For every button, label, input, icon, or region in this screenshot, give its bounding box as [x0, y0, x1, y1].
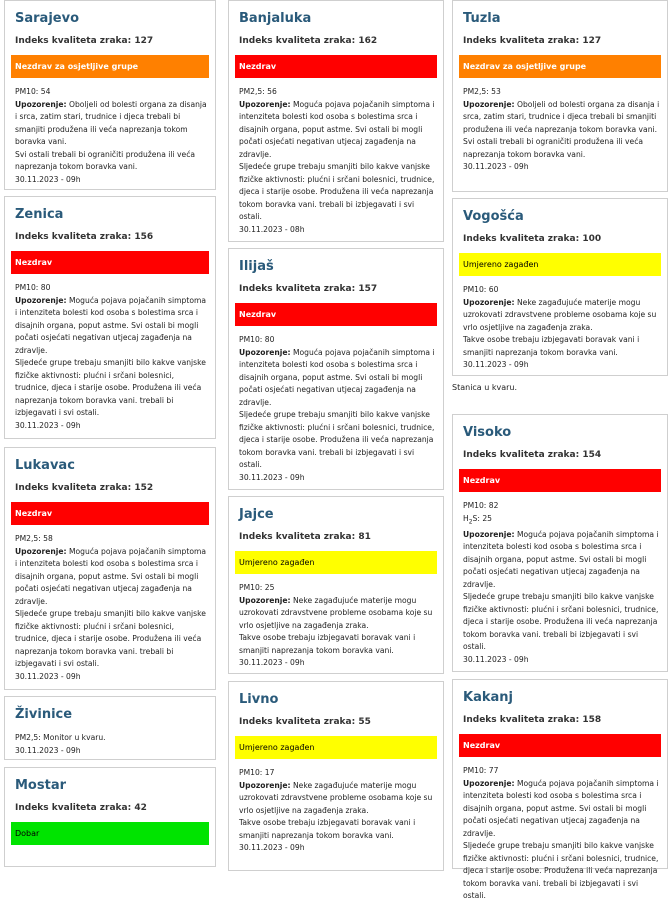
aqi-value: 152 — [134, 483, 154, 493]
timestamp: 30.11.2023 - 09h — [463, 360, 529, 369]
warning-text: Moguća pojava pojačanih simptoma i intenziteta bolesti kod osoba s bolestima srca i disajnih organa, poput astme. Svi ostali bi mogli počati osjećati negativan utjecaj zagađenja na zdravlje. — [239, 99, 435, 159]
advice-text: Svi ostali trebali bi ograničiti produžena ili veća naprezanja tokom boravka vani. — [15, 149, 196, 171]
aqi-value: 158 — [582, 715, 602, 725]
aqi-label: Indeks kvaliteta zraka: — [239, 532, 356, 542]
timestamp: 30.11.2023 - 09h — [15, 745, 81, 755]
aqi-value: 42 — [134, 803, 147, 813]
station-card-zivinice — [4, 696, 216, 760]
warning-text: Neke zagađujuće materije mogu uzrokovati zdravstvene probleme osobama koje su vrlo osjetljive na zagađenja zraka. — [463, 297, 657, 332]
warning-label: Upozorenje: — [239, 595, 291, 605]
advice-text: Takve osobe trebaju izbjegavati boravak vani i smanjiti naprezanja tokom boravka vani. — [239, 818, 416, 840]
pollutant-reading: PM2,5: 53 — [463, 87, 501, 96]
warning-label: Upozorenje: — [239, 99, 291, 109]
status-badge: Umjereno zagađen — [459, 253, 661, 276]
aqi-value: 157 — [358, 284, 378, 294]
timestamp: 30.11.2023 - 09h — [15, 174, 81, 184]
timestamp: 30.11.2023 - 09h — [463, 654, 529, 664]
status-badge: Umjereno zagađen — [235, 551, 437, 574]
warning-label: Upozorenje: — [15, 99, 67, 109]
warning-text: Oboljeli od bolesti organa za disanja i srca, zatim stari, trudnice i djeca trebali bi smanjiti produžena ili veća naprezanja tokom boravka vani. — [463, 99, 660, 134]
city-name: Vogošća — [463, 209, 524, 224]
warning-label: Upozorenje: — [463, 529, 515, 539]
pollutant-reading: PM2,5: 56 — [239, 87, 277, 96]
station-card-livno — [228, 681, 444, 871]
timestamp: 30.11.2023 - 09h — [15, 420, 81, 430]
warning-label: Upozorenje: — [463, 297, 515, 307]
city-name: Živinice — [15, 707, 73, 722]
timestamp: 30.11.2023 - 08h — [239, 224, 305, 234]
aqi-label: Indeks kvaliteta zraka: — [239, 284, 356, 294]
pollutant-reading: PM10: 82 — [463, 501, 499, 510]
city-name: Lukavac — [15, 458, 75, 473]
status-badge: Nezdrav — [235, 303, 437, 326]
pollutant-reading: PM10: 25 — [239, 583, 275, 592]
timestamp: 30.11.2023 - 09h — [15, 671, 81, 681]
aqi-value: 162 — [358, 36, 378, 46]
status-badge: Nezdrav — [459, 469, 661, 492]
station-card-vogosca — [452, 198, 668, 376]
warning-label: Upozorenje: — [463, 99, 515, 109]
warning-text: Moguća pojava pojačanih simptoma i intenziteta bolesti kod osoba s bolestima srca i disajnih organa, poput astme. Svi ostali bi mogli počati osjećati negativan utjecaj zagađenja na zdravlje. — [239, 347, 435, 407]
city-name: Zenica — [15, 207, 64, 222]
warning-text: Moguća pojava pojačanih simptoma i intenziteta bolesti kod osoba s bolestima srca i disajnih organa, poput astme. Svi ostali bi mogli počati osjećati negativan utjecaj zagađenja na zdravlje. — [463, 778, 659, 838]
advice-text: Sljedeće grupe trebaju smanjiti bilo kakve vanjske fizičke aktivnosti: plućni i srčani bolesnici, trudnice, djeca i starije osobe. Produžena ili veća naprezanja tokom boravka vani. trebali bi izbjegavati i svi ostali. — [463, 841, 659, 900]
station-card-sarajevo — [4, 0, 216, 190]
advice-text: Sljedeće grupe trebaju smanjiti bilo kakve vanjske fizičke aktivnosti: plućni i srčani bolesnici, trudnice, djeca i starije osobe. Produžena ili veća naprezanja tokom boravka vani. trebali bi izbjegavati i svi ostali. — [15, 609, 206, 668]
status-badge: Nezdrav — [11, 251, 209, 274]
city-name: Kakanj — [463, 690, 513, 705]
warning-text: Moguća pojava pojačanih simptoma i intenziteta bolesti kod osoba s bolestima srca i disajnih organa, poput astme. Svi ostali bi mogli počati osjećati negativan utjecaj zagađenja na zdravlje. — [463, 529, 659, 589]
timestamp: 30.11.2023 - 09h — [239, 472, 305, 482]
warning-label: Upozorenje: — [15, 546, 67, 556]
city-name: Livno — [239, 692, 279, 707]
advice-text: Takve osobe trebaju izbjegavati boravak vani i smanjiti naprezanja tokom boravka vani. — [239, 633, 416, 655]
warning-text: Moguća pojava pojačanih simptoma i intenziteta bolesti kod osoba s bolestima srca i disajnih organa, poput astme. Svi ostali bi mogli počati osjećati negativan utjecaj zagađenja na zdravlje. — [15, 295, 207, 355]
aqi-value: 81 — [358, 532, 371, 542]
pollutant-reading: PM10: 54 — [15, 87, 51, 96]
city-name: Mostar — [15, 778, 67, 793]
advice-text: Sljedeće grupe trebaju smanjiti bilo kakve vanjske fizičke aktivnosti: plućni i srčani bolesnici, trudnice, djeca i starije osobe. Produžena ili veća naprezanja tokom boravka vani. trebali bi izbjegavati i svi ostali. — [15, 358, 206, 417]
pollutant-reading: PM10: 60 — [463, 285, 499, 294]
station-card-ilijas — [228, 248, 444, 490]
warning-text: Neke zagađujuće materije mogu uzrokovati zdravstvene probleme osobama koje su vrlo osjetljive na zagađenja zraka. — [239, 780, 433, 815]
city-name: Sarajevo — [15, 11, 79, 26]
warning-text: Oboljeli od bolesti organa za disanja i srca, zatim stari, trudnice i djeca trebali bi smanjiti produžena ili veća naprezanja tokom boravka vani. — [15, 99, 207, 146]
aqi-label: Indeks kvaliteta zraka: — [239, 717, 356, 727]
status-badge: Umjereno zagađen — [235, 736, 437, 759]
aqi-label: Indeks kvaliteta zraka: — [15, 483, 132, 493]
advice-text: Sljedeće grupe trebaju smanjiti bilo kakve vanjske fizičke aktivnosti: plućni i srčani bolesnici, trudnice, djeca i starije osobe. Produžena ili veća naprezanja tokom boravka vani. trebali bi izbjegavati i svi ostali. — [239, 410, 435, 469]
status-badge: Nezdrav — [235, 55, 437, 78]
aqi-label: Indeks kvaliteta zraka: — [15, 36, 132, 46]
warning-label: Upozorenje: — [239, 347, 291, 357]
status-badge: Nezdrav za osjetljive grupe — [459, 55, 661, 78]
city-name: Jajce — [239, 507, 274, 522]
status-badge: Nezdrav — [11, 502, 209, 525]
advice-text: Sljedeće grupe trebaju smanjiti bilo kakve vanjske fizičke aktivnosti: plućni i srčani bolesnici, trudnice, djeca i starije osobe. Produžena ili veća naprezanja tokom boravka vani. trebali bi izbjegavati i svi ostali. — [239, 162, 435, 221]
city-name: Visoko — [463, 425, 512, 440]
pollutant-reading: PM10: 77 — [463, 766, 499, 775]
aqi-label: Indeks kvaliteta zraka: — [463, 234, 580, 244]
aqi-value: 55 — [358, 717, 371, 727]
pollutant-reading: PM2,5: Monitor u kvaru. — [15, 733, 106, 742]
city-name: Tuzla — [463, 11, 501, 26]
aqi-label: Indeks kvaliteta zraka: — [15, 232, 132, 242]
station-broken-note: Stanica u kvaru. — [452, 383, 518, 392]
station-card-zenica — [4, 196, 216, 439]
status-badge: Dobar — [11, 822, 209, 845]
pollutant-reading-h2s: $H_2S$: 25 — [463, 513, 493, 526]
station-card-tuzla — [452, 0, 668, 192]
warning-label: Upozorenje: — [15, 295, 67, 305]
status-badge: Nezdrav — [459, 734, 661, 757]
aqi-label: Indeks kvaliteta zraka: — [15, 803, 132, 813]
station-card-kakanj — [452, 679, 668, 900]
station-card-jajce — [228, 496, 444, 674]
station-card-mostar — [4, 767, 216, 867]
station-card-visoko — [452, 414, 668, 672]
status-badge: Nezdrav za osjetljive grupe — [11, 55, 209, 78]
pollutant-reading: PM10: 80 — [239, 335, 275, 344]
advice-text: Takve osobe trebaju izbjegavati boravak vani i smanjiti naprezanja tokom boravka vani. — [463, 335, 640, 357]
timestamp: 30.11.2023 - 09h — [239, 843, 305, 852]
timestamp: 30.11.2023 - 09h — [239, 658, 305, 667]
aqi-label: Indeks kvaliteta zraka: — [463, 715, 580, 725]
advice-text: Svi ostali trebali bi ograničiti produžena ili veća naprezanja tokom boravka vani. — [463, 137, 644, 159]
advice-text: Sljedeće grupe trebaju smanjiti bilo kakve vanjske fizičke aktivnosti: plućni i srčani bolesnici, trudnice, djeca i starije osobe. Produžena ili veća naprezanja tokom boravka vani. trebali bi izbjegavati i svi ostali. — [463, 592, 659, 652]
aqi-value: 127 — [582, 36, 602, 46]
aqi-value: 100 — [582, 234, 602, 244]
city-name: Banjaluka — [239, 11, 312, 26]
city-name: Ilijaš — [239, 259, 274, 274]
pollutant-reading: PM10: 80 — [15, 283, 51, 292]
aqi-value: 154 — [582, 450, 602, 460]
pollutant-reading: PM10: 17 — [239, 768, 275, 777]
aqi-value: 156 — [134, 232, 154, 242]
warning-label: Upozorenje: — [239, 780, 291, 790]
timestamp: 30.11.2023 - 09h — [463, 162, 529, 171]
pollutant-reading: PM2,5: 58 — [15, 534, 53, 543]
warning-label: Upozorenje: — [463, 778, 515, 788]
aqi-label: Indeks kvaliteta zraka: — [463, 36, 580, 46]
aqi-value: 127 — [134, 36, 154, 46]
aqi-label: Indeks kvaliteta zraka: — [463, 450, 580, 460]
station-card-lukavac — [4, 447, 216, 690]
warning-text: Moguća pojava pojačanih simptoma i intenziteta bolesti kod osoba s bolestima srca i disajnih organa, poput astme. Svi ostali bi mogli počati osjećati negativan utjecaj zagađenja na zdravlje. — [15, 546, 207, 606]
warning-text: Neke zagađujuće materije mogu uzrokovati zdravstvene probleme osobama koje su vrlo osjetljive na zagađenja zraka. — [239, 595, 433, 630]
aqi-label: Indeks kvaliteta zraka: — [239, 36, 356, 46]
station-card-banjaluka — [228, 0, 444, 242]
